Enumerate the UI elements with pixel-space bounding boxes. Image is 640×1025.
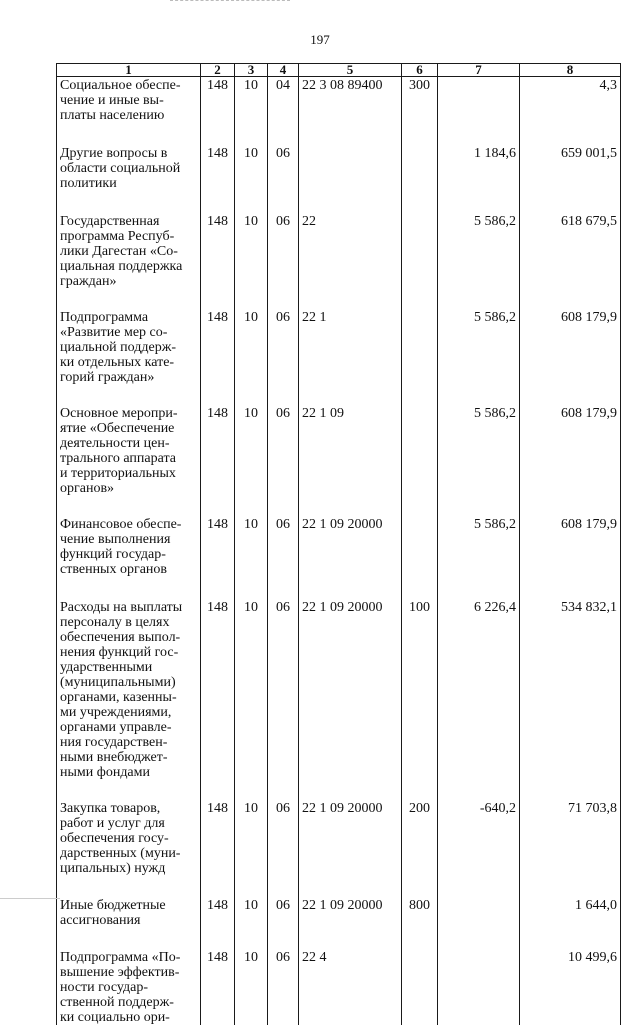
column-header: 1 (57, 64, 201, 77)
item-name-line: вышение эффектив- (60, 965, 180, 980)
cell-total-amount: 608 179,9 (520, 516, 621, 599)
item-name-line: ки отдельных кате- (60, 355, 175, 370)
cell-total-amount: 10 499,6 (520, 949, 621, 1025)
column-header: 7 (438, 64, 520, 77)
item-name-line: органами, казенны- (60, 690, 177, 705)
cell-expense-type: 100 (402, 599, 438, 800)
cell-target-article: 22 1 09 (299, 405, 402, 516)
cell-total-amount: 4,3 (520, 77, 621, 146)
item-name-line: работ и услуг для (60, 816, 165, 831)
cell-total-amount: 1 644,0 (520, 897, 621, 949)
cell-item-name (57, 800, 201, 897)
cell-section: 10 (235, 516, 268, 599)
table-row (57, 516, 621, 599)
cell-admin-code: 148 (201, 800, 235, 897)
cell-admin-code: 148 (201, 405, 235, 516)
cell-total-amount: 608 179,9 (520, 309, 621, 405)
cell-subsection: 06 (268, 949, 299, 1025)
item-name-line: ударственными (60, 660, 153, 675)
cell-section: 10 (235, 145, 268, 213)
cell-expense-type (402, 516, 438, 599)
cell-subsection: 06 (268, 405, 299, 516)
cell-admin-code: 148 (201, 516, 235, 599)
item-name-line: лики Дагестан «Со- (60, 244, 178, 259)
item-name-line: области социальной (60, 161, 181, 176)
cell-expense-type (402, 213, 438, 309)
item-name-line: ными внебюджет- (60, 750, 168, 765)
cell-change-amount: 5 586,2 (438, 213, 520, 309)
cell-admin-code: 148 (201, 309, 235, 405)
item-name-line: ния государствен- (60, 735, 168, 750)
cell-item-name (57, 599, 201, 800)
cell-target-article: 22 1 (299, 309, 402, 405)
cell-subsection: 06 (268, 599, 299, 800)
column-header: 8 (520, 64, 621, 77)
cell-section: 10 (235, 897, 268, 949)
cell-expense-type: 300 (402, 77, 438, 146)
table-row (57, 77, 621, 146)
cell-change-amount: 6 226,4 (438, 599, 520, 800)
budget-table (56, 63, 621, 1025)
cell-subsection: 06 (268, 309, 299, 405)
item-name-line: циальная поддержка (60, 259, 183, 274)
cell-section: 10 (235, 213, 268, 309)
item-name-line: платы населению (60, 108, 165, 123)
cell-total-amount: 534 832,1 (520, 599, 621, 800)
cell-expense-type (402, 405, 438, 516)
item-name-line: трального аппарата (60, 451, 176, 466)
column-header: 2 (201, 64, 235, 77)
item-name-line: ности государ- (60, 980, 149, 995)
cell-subsection: 06 (268, 213, 299, 309)
cell-total-amount: 659 001,5 (520, 145, 621, 213)
cell-change-amount: -640,2 (438, 800, 520, 897)
table-row (57, 599, 621, 800)
cell-item-name (57, 405, 201, 516)
item-name-line: Финансовое обеспе- (60, 517, 182, 532)
table-header-row (57, 64, 621, 77)
item-name-line: Другие вопросы в (60, 146, 168, 161)
cell-target-article: 22 3 08 89400 (299, 77, 402, 146)
cell-section: 10 (235, 77, 268, 146)
item-name-line: обеспечения выпол- (60, 630, 181, 645)
item-name-line: нения функций гос- (60, 645, 179, 660)
item-name-line: органов» (60, 481, 115, 496)
item-name-line: Основное меропри- (60, 406, 178, 421)
cell-change-amount: 5 586,2 (438, 405, 520, 516)
cell-admin-code: 148 (201, 213, 235, 309)
cell-expense-type: 800 (402, 897, 438, 949)
cell-subsection: 04 (268, 77, 299, 146)
table-row (57, 405, 621, 516)
column-header: 5 (299, 64, 402, 77)
cell-change-amount: 1 184,6 (438, 145, 520, 213)
item-name-line: ципальных) нужд (60, 861, 166, 876)
item-name-line: ственных органов (60, 562, 168, 577)
cell-section: 10 (235, 405, 268, 516)
cell-subsection: 06 (268, 516, 299, 599)
cell-section: 10 (235, 599, 268, 800)
item-name-line: циальной поддерж- (60, 340, 177, 355)
cell-subsection: 06 (268, 145, 299, 213)
cell-item-name (57, 516, 201, 599)
cell-total-amount: 608 179,9 (520, 405, 621, 516)
item-name-line: ми учреждениями, (60, 705, 172, 720)
item-name-line: Расходы на выплаты (60, 600, 183, 615)
cell-change-amount: 5 586,2 (438, 309, 520, 405)
cell-target-article: 22 1 09 20000 (299, 516, 402, 599)
cell-expense-type (402, 145, 438, 213)
item-name-line: Закупка товаров, (60, 801, 161, 816)
cell-item-name (57, 309, 201, 405)
item-name-line: Социальное обеспе- (60, 78, 181, 93)
scan-top-mark (170, 0, 290, 4)
item-name-line: горий граждан» (60, 370, 155, 385)
cell-target-article: 22 (299, 213, 402, 309)
cell-admin-code: 148 (201, 145, 235, 213)
cell-target-article: 22 4 (299, 949, 402, 1025)
item-name-line: Государственная (60, 214, 160, 229)
item-name-line: ственной поддерж- (60, 995, 174, 1010)
cell-subsection: 06 (268, 800, 299, 897)
item-name-line: функций государ- (60, 547, 166, 562)
item-name-line: обеспечения госу- (60, 831, 169, 846)
cell-change-amount (438, 949, 520, 1025)
cell-target-article: 22 1 09 20000 (299, 599, 402, 800)
item-name-line: политики (60, 176, 117, 191)
table-row (57, 949, 621, 1025)
cell-target-article: 22 1 09 20000 (299, 897, 402, 949)
column-header: 4 (268, 64, 299, 77)
item-name-line: ными фондами (60, 765, 151, 780)
cell-expense-type: 200 (402, 800, 438, 897)
cell-total-amount: 618 679,5 (520, 213, 621, 309)
cell-item-name (57, 77, 201, 146)
item-name-line: ятие «Обеспечение (60, 421, 175, 436)
scan-bottom-mark (0, 896, 60, 899)
cell-item-name (57, 145, 201, 213)
item-name-line: Подпрограмма «По- (60, 950, 181, 965)
item-name-line: дарственных (муни- (60, 846, 181, 861)
item-name-line: (муниципальными) (60, 675, 176, 690)
cell-change-amount: 5 586,2 (438, 516, 520, 599)
cell-admin-code: 148 (201, 897, 235, 949)
item-name-line: деятельности цен- (60, 436, 170, 451)
item-name-line: программа Респуб- (60, 229, 175, 244)
cell-target-article: 22 1 09 20000 (299, 800, 402, 897)
cell-target-article (299, 145, 402, 213)
cell-change-amount (438, 77, 520, 146)
cell-section: 10 (235, 800, 268, 897)
cell-expense-type (402, 949, 438, 1025)
item-name-line: ки социально ори- (60, 1010, 170, 1025)
table-row (57, 145, 621, 213)
cell-item-name (57, 949, 201, 1025)
cell-section: 10 (235, 309, 268, 405)
item-name-line: «Развитие мер со- (60, 325, 168, 340)
cell-expense-type (402, 309, 438, 405)
cell-section: 10 (235, 949, 268, 1025)
cell-admin-code: 148 (201, 949, 235, 1025)
table-row (57, 213, 621, 309)
item-name-line: Иные бюджетные (60, 898, 166, 913)
item-name-line: граждан» (60, 274, 117, 289)
item-name-line: чение и иные вы- (60, 93, 164, 108)
table-row (57, 800, 621, 897)
column-header: 3 (235, 64, 268, 77)
cell-subsection: 06 (268, 897, 299, 949)
page-number: 197 (310, 32, 330, 47)
item-name-line: персоналу в целях (60, 615, 170, 630)
cell-total-amount: 71 703,8 (520, 800, 621, 897)
item-name-line: органами управле- (60, 720, 172, 735)
cell-item-name (57, 213, 201, 309)
item-name-line: и территориальных (60, 466, 176, 481)
table-row (57, 309, 621, 405)
item-name-line: Подпрограмма (60, 310, 149, 325)
cell-admin-code: 148 (201, 77, 235, 146)
cell-admin-code: 148 (201, 599, 235, 800)
column-header: 6 (402, 64, 438, 77)
item-name-line: чение выполнения (60, 532, 171, 547)
item-name-line: ассигнования (60, 913, 141, 928)
